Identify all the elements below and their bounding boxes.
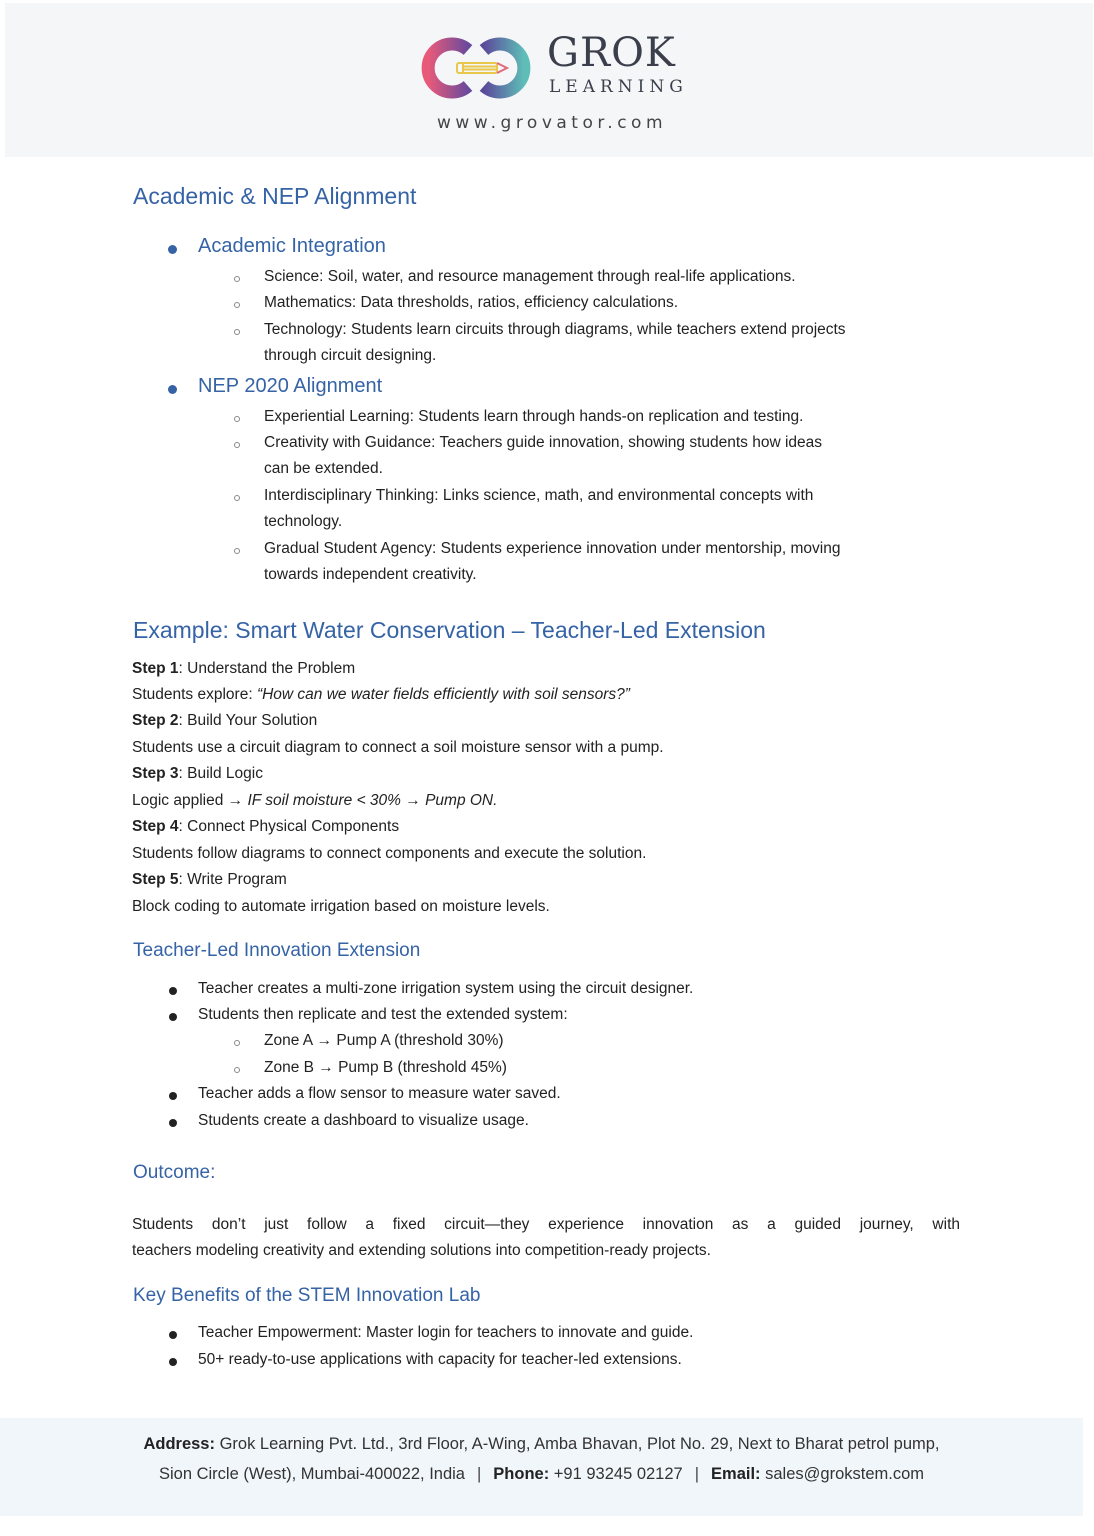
list-item: Teacher Empowerment: Master login for teachers to innovate and guide. bbox=[198, 1324, 694, 1341]
step-desc-italic: “How can we water fields efficiently with soil sensors?” bbox=[256, 686, 630, 703]
sub-bullet-icon bbox=[234, 416, 240, 422]
list-item: Creativity with Guidance: Teachers guide innovation, showing students how ideas bbox=[264, 434, 823, 451]
subsection-title-nep-2020: NEP 2020 Alignment bbox=[198, 375, 383, 397]
footer-contact-line bbox=[0, 1465, 1083, 1484]
bullet-icon bbox=[169, 1119, 177, 1127]
step-5-description bbox=[132, 898, 550, 916]
step-label: Step 1 bbox=[132, 660, 179, 677]
address-text-continued: Sion Circle (West), Mumbai-400022, India bbox=[158, 1465, 465, 1483]
step-label: Step 5 bbox=[132, 871, 179, 888]
page-footer bbox=[0, 1418, 1083, 1516]
step-desc: Block coding to automate irrigation based on moisture levels. bbox=[132, 898, 550, 915]
sub-bullet-icon bbox=[234, 548, 240, 554]
section-title-academic-nep: Academic & NEP Alignment bbox=[133, 183, 417, 209]
phone-number[interactable]: +91 93245 02127 bbox=[549, 1465, 683, 1483]
website-link[interactable]: www.grovator.com bbox=[436, 113, 668, 133]
step-1-heading bbox=[132, 660, 355, 678]
sub-bullet-icon bbox=[234, 302, 240, 308]
step-desc-italic: IF soil moisture < 30% → Pump ON. bbox=[247, 792, 498, 809]
step-desc: Students explore: bbox=[132, 686, 257, 703]
address-text: Grok Learning Pvt. Ltd., 3rd Floor, A-Wing, Amba Bhavan, Plot No. 29, Next to Bharat petrol pump, bbox=[214, 1435, 940, 1453]
bullet-icon bbox=[169, 1331, 177, 1339]
step-title: : Connect Physical Components bbox=[178, 818, 400, 835]
section-title-outcome: Outcome: bbox=[133, 1162, 216, 1183]
list-item: Interdisciplinary Thinking: Links science, math, and environmental concepts with bbox=[264, 487, 814, 504]
section-title-key-benefits: Key Benefits of the STEM Innovation Lab bbox=[133, 1285, 481, 1306]
bullet-icon bbox=[169, 1092, 177, 1100]
page-header bbox=[5, 3, 1093, 157]
list-item: Teacher adds a flow sensor to measure water saved. bbox=[198, 1085, 561, 1102]
sub-bullet-icon bbox=[234, 1067, 240, 1073]
list-item-continued: towards independent creativity. bbox=[264, 566, 477, 583]
step-1-description bbox=[132, 686, 630, 704]
sub-bullet-icon bbox=[234, 276, 240, 282]
step-5-heading bbox=[132, 871, 287, 889]
step-label: Step 3 bbox=[132, 765, 179, 782]
step-label: Step 2 bbox=[132, 712, 179, 729]
list-subitem: Zone A → Pump A (threshold 30%) bbox=[264, 1032, 504, 1049]
list-item: Experiential Learning: Students learn through hands-on replication and testing. bbox=[264, 408, 804, 425]
step-title: : Build Your Solution bbox=[178, 712, 318, 729]
list-item: Mathematics: Data thresholds, ratios, efficiency calculations. bbox=[264, 294, 679, 311]
step-title: : Understand the Problem bbox=[178, 660, 356, 677]
phone-label: Phone: bbox=[493, 1465, 550, 1483]
step-desc: Students use a circuit diagram to connect a soil moisture sensor with a pump. bbox=[132, 739, 664, 756]
brand-name: GROK bbox=[547, 30, 676, 76]
step-2-heading bbox=[132, 712, 317, 730]
list-item: Students create a dashboard to visualize usage. bbox=[198, 1112, 529, 1129]
step-4-heading bbox=[132, 818, 399, 836]
sub-bullet-icon bbox=[234, 1040, 240, 1046]
outcome-paragraph-line: Students don’t just follow a fixed circuit—they experience innovation as a guided journey, with bbox=[132, 1216, 960, 1233]
sub-bullet-icon bbox=[234, 495, 240, 501]
list-item: Teacher creates a multi-zone irrigation system using the circuit designer. bbox=[198, 980, 694, 997]
list-item: Gradual Student Agency: Students experience innovation under mentorship, moving bbox=[264, 540, 841, 557]
step-2-description bbox=[132, 739, 664, 757]
step-3-description bbox=[132, 792, 497, 810]
bullet-icon bbox=[169, 1358, 177, 1366]
brand-logo bbox=[410, 30, 710, 113]
list-item: Science: Soil, water, and resource management through real-life applications. bbox=[264, 268, 796, 285]
bullet-icon bbox=[169, 987, 177, 995]
step-desc: Logic applied → bbox=[132, 792, 248, 809]
list-item: 50+ ready-to-use applications with capacity for teacher-led extensions. bbox=[198, 1351, 682, 1368]
address-label: Address: bbox=[143, 1435, 215, 1453]
step-label: Step 4 bbox=[132, 818, 179, 835]
outcome-paragraph-line: teachers modeling creativity and extending solutions into competition-ready projects. bbox=[132, 1242, 711, 1259]
subsection-title-academic-integration: Academic Integration bbox=[198, 235, 386, 257]
list-item-continued: technology. bbox=[264, 513, 343, 530]
separator: | bbox=[476, 1465, 482, 1483]
bullet-icon bbox=[168, 245, 177, 254]
step-4-description bbox=[132, 845, 646, 863]
list-item-continued: through circuit designing. bbox=[264, 347, 437, 364]
sub-bullet-icon bbox=[234, 442, 240, 448]
email-label: Email: bbox=[711, 1465, 761, 1483]
step-title: : Write Program bbox=[178, 871, 287, 888]
logo-infinity-pencil-icon bbox=[410, 36, 540, 100]
step-desc: Students follow diagrams to connect components and execute the solution. bbox=[132, 845, 647, 862]
list-subitem: Zone B → Pump B (threshold 45%) bbox=[264, 1059, 507, 1076]
list-item: Technology: Students learn circuits through diagrams, while teachers extend projects bbox=[264, 321, 846, 338]
step-3-heading bbox=[132, 765, 263, 783]
list-item: Students then replicate and test the extended system: bbox=[198, 1006, 568, 1023]
bullet-icon bbox=[168, 385, 177, 394]
sub-bullet-icon bbox=[234, 329, 240, 335]
separator: | bbox=[694, 1465, 700, 1483]
list-item-continued: can be extended. bbox=[264, 460, 383, 477]
section-title-teacher-led: Teacher-Led Innovation Extension bbox=[133, 940, 421, 961]
section-title-example: Example: Smart Water Conservation – Teacher-Led Extension bbox=[133, 617, 766, 643]
bullet-icon bbox=[169, 1013, 177, 1021]
footer-address-line bbox=[0, 1435, 1083, 1454]
email-link[interactable]: sales@grokstem.com bbox=[760, 1465, 925, 1483]
brand-subtitle: LEARNING bbox=[549, 77, 688, 97]
step-title: : Build Logic bbox=[178, 765, 263, 782]
